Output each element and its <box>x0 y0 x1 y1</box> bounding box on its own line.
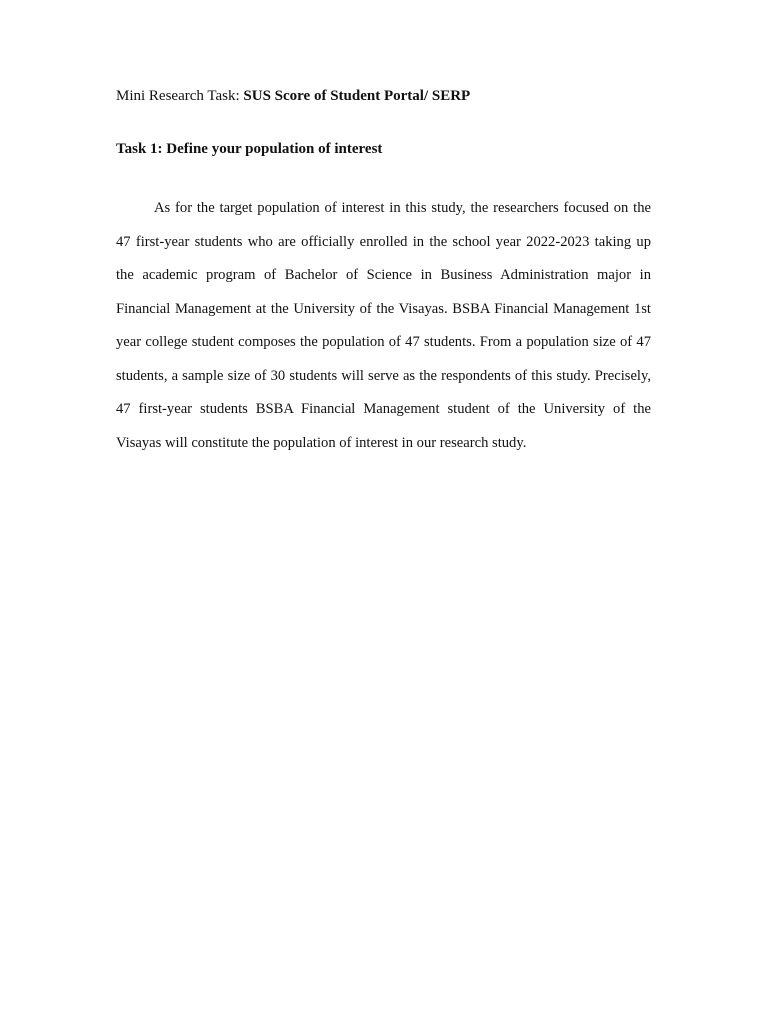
heading-title: SUS Score of Student Portal/ SERP <box>243 88 471 104</box>
document-heading <box>116 86 656 106</box>
heading-prefix: Mini Research Task: <box>116 88 244 104</box>
body-paragraph: As for the target population of interest in this study, the researchers focused on the 47 first-year students who are officially enrolled in the school year 2022-2023 taking up the academic program of Bachelor of Science in Business Administration major in Financial Management at the University of the Visayas. BSBA Financial Management 1st year college student composes the population of 47 students. From a population size of 47 students, a sample size of 30 students will serve as the respondents of this study. Precisely, 47 first-year students BSBA Financial Management student of the University of the Visayas will constitute the population of interest in our research study. <box>116 200 651 451</box>
task-heading: Task 1: Define your population of interest <box>116 141 383 157</box>
